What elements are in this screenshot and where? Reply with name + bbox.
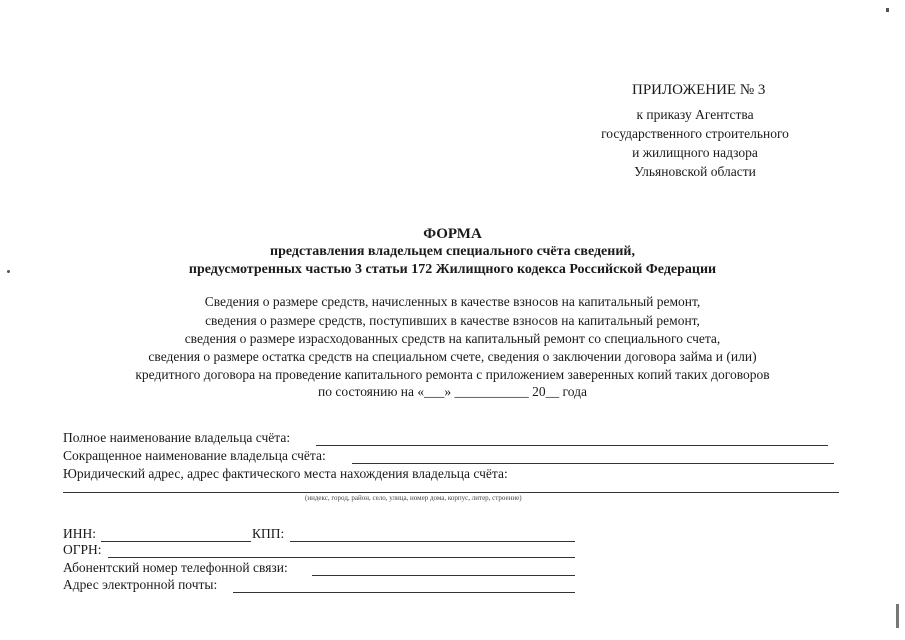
scan-speck xyxy=(7,270,10,273)
full-name-field[interactable] xyxy=(316,445,828,446)
form-subtitle: представления владельцем специального счёта сведений, xyxy=(270,244,635,259)
form-description-line: сведения о размере остатка средств на специальном счете, сведения о заключении договора займа и (или) xyxy=(148,349,757,364)
appendix-line: и жилищного надзора xyxy=(632,145,758,160)
ogrn-field[interactable] xyxy=(108,557,575,558)
address-field[interactable] xyxy=(63,492,839,493)
phone-field[interactable] xyxy=(312,575,575,576)
form-subtitle: предусмотренных частью 3 статьи 172 Жилищного кодекса Российской Федерации xyxy=(188,262,717,277)
short-name-field[interactable] xyxy=(352,463,834,464)
email-field[interactable] xyxy=(233,592,575,593)
short-name-label: Сокращенное наименование владельца счёта: xyxy=(63,448,326,463)
kpp-label: КПП: xyxy=(252,526,285,541)
address-label: Юридический адрес, адрес фактического места нахождения владельца счёта: xyxy=(63,466,508,481)
inn-field[interactable] xyxy=(101,541,251,542)
form-description-line: кредитного договора на проведение капитального ремонта с приложением заверенных копий таких договоров xyxy=(135,367,770,382)
form-description-line: по состоянию на «___» ___________ 20__ года xyxy=(318,384,587,399)
scan-speck xyxy=(896,604,899,628)
phone-label: Абонентский номер телефонной связи: xyxy=(63,560,288,575)
form-description-line: сведения о размере средств, поступивших в качестве взносов на капитальный ремонт, xyxy=(205,313,700,328)
appendix-line: к приказу Агентства xyxy=(636,107,754,122)
address-hint: (индекс, город, район, село, улица, номер дома, корпус, литер, строение) xyxy=(305,494,522,502)
appendix-line: государственного строительного xyxy=(601,126,789,141)
appendix-line: Ульяновской области xyxy=(634,164,756,179)
ogrn-label: ОГРН: xyxy=(63,542,102,557)
scan-speck xyxy=(886,8,889,12)
email-label: Адрес электронной почты: xyxy=(63,577,218,592)
form-title: ФОРМА xyxy=(423,226,482,242)
inn-label: ИНН: xyxy=(63,526,96,541)
full-name-label: Полное наименование владельца счёта: xyxy=(63,430,291,445)
kpp-field[interactable] xyxy=(290,541,575,542)
form-description-line: сведения о размере израсходованных средств на капитальный ремонт со специального счета, xyxy=(184,331,721,346)
form-description-line: Сведения о размере средств, начисленных в качестве взносов на капитальный ремонт, xyxy=(204,294,701,309)
appendix-number: ПРИЛОЖЕНИЕ № 3 xyxy=(632,82,766,98)
